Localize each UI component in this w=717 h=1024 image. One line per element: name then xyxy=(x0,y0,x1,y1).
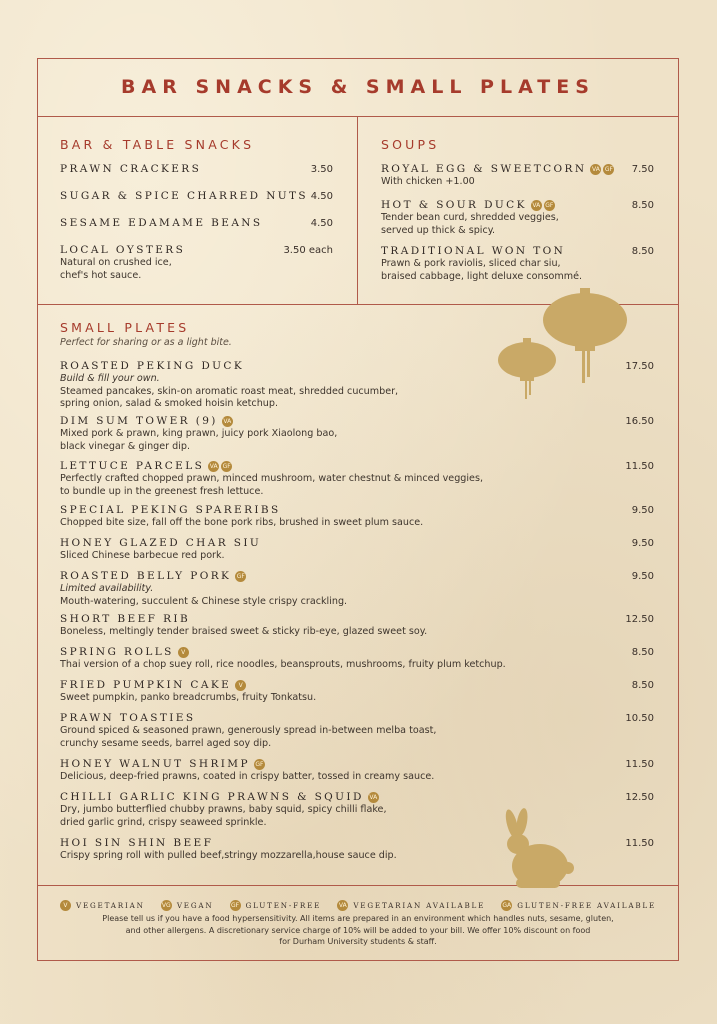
menu-item: SPECIAL PEKING SPARERIBS Chopped bite size, fall off the bone pork ribs, brushed in sweet plum sauce. xyxy=(60,504,424,528)
menu-item: HONEY WALNUT SHRIMP GF Delicious, deep-fried prawns, coated in crispy batter, tossed in creamy sauce. xyxy=(60,758,435,782)
item-price: 12.50 xyxy=(625,792,654,803)
menu-item: FRIED PUMPKIN CAKE V Sweet pumpkin, panko breadcrumbs, fruity Tonkatsu. xyxy=(60,679,317,703)
small-plates-heading: SMALL PLATES xyxy=(60,320,190,335)
item-price: 10.50 xyxy=(625,713,654,724)
lantern-small-icon xyxy=(495,338,559,400)
vegetarian-icon: V xyxy=(60,900,71,911)
item-price: 11.50 xyxy=(625,838,654,849)
gluten-free-icon: GF xyxy=(222,463,231,470)
menu-item: ROYAL EGG & SWEETCORN VA GF With chicken +1.00 xyxy=(381,163,613,187)
vegetarian-icon: V xyxy=(178,647,189,658)
item-price: 3.50 each xyxy=(283,245,333,256)
menu-item: LETTUCE PARCELS VA GF Perfectly crafted chopped prawn, minced mushroom, water chestnut & minced veggies, to bundle up in the greenest fresh lettuce. xyxy=(60,460,484,497)
item-price: 11.50 xyxy=(625,759,654,770)
item-price: 8.50 xyxy=(631,246,654,257)
item-price: 9.50 xyxy=(631,538,654,549)
menu-item: TRADITIONAL WON TON Prawn & pork raviolis, sliced char siu, braised cabbage, light deluxe consommé. xyxy=(381,245,583,282)
vegetarian-available-icon: VA xyxy=(532,202,541,209)
vegan-icon: VG xyxy=(161,902,171,909)
menu-item: PRAWN TOASTIES Ground spiced & seasoned prawn, generously spread in-between melba toast, crunchy sesame seeds, barrel aged soy dip. xyxy=(60,712,437,749)
vegetarian-available-icon: VA xyxy=(338,902,347,909)
title-divider xyxy=(37,116,679,117)
menu-item: LOCAL OYSTERS Natural on crushed ice, chef's hot sauce. xyxy=(60,244,186,281)
soups-heading: SOUPS xyxy=(381,137,440,152)
vegetarian-available-icon: VA xyxy=(223,418,232,425)
menu-item: SHORT BEEF RIB Boneless, meltingly tender braised sweet & sticky rib-eye, glazed sweet soy. xyxy=(60,613,428,637)
menu-item: SUGAR & SPICE CHARRED NUTS xyxy=(60,190,309,202)
vegetarian-icon: V xyxy=(235,680,246,691)
item-price: 11.50 xyxy=(625,461,654,472)
menu-item: HOI SIN SHIN BEEF Crispy spring roll with pulled beef,stringy mozzarella,house sauce dip. xyxy=(60,837,397,861)
gluten-free-icon: GF xyxy=(545,202,554,209)
item-price: 9.50 xyxy=(631,571,654,582)
footer-divider xyxy=(37,885,679,886)
vegetarian-available-icon: VA xyxy=(209,463,218,470)
menu-item: DIM SUM TOWER (9) VA Mixed pork & prawn, king prawn, juicy pork Xiaolong bao, black vinegar & ginger dip. xyxy=(60,415,338,452)
item-price: 9.50 xyxy=(631,505,654,516)
gluten-free-icon: GF xyxy=(255,761,264,768)
menu-item: HOT & SOUR DUCK VA GF Tender bean curd, shredded veggies, served up thick & spicy. xyxy=(381,199,559,236)
menu-item: SPRING ROLLS V Thai version of a chop suey roll, rice noodles, beansprouts, mushrooms, fruity plum ketchup. xyxy=(60,646,506,670)
menu-item: ROASTED PEKING DUCK Build & fill your own. Steamed pancakes, skin-on aromatic roast meat, shredded cucumber, spring onion, salad & smoked hoisin ketchup. xyxy=(60,360,399,409)
menu-item: HONEY GLAZED CHAR SIU Sliced Chinese barbecue red pork. xyxy=(60,537,262,561)
menu-item: CHILLI GARLIC KING PRAWNS & SQUID VA Dry, jumbo butterflied chubby prawns, baby squid, spicy chilli flake, dried garlic grind, crispy seaweed sprinkle. xyxy=(60,791,387,828)
vegetarian-available-icon: VA xyxy=(592,166,600,173)
item-price: 8.50 xyxy=(631,200,654,211)
item-price: 17.50 xyxy=(625,361,654,372)
rabbit-icon xyxy=(498,808,578,890)
vegetarian-available-icon: VA xyxy=(369,794,378,801)
item-price: 8.50 xyxy=(631,680,654,691)
item-price: 8.50 xyxy=(631,647,654,658)
item-price: 4.50 xyxy=(310,191,333,202)
item-price: 16.50 xyxy=(625,416,654,427)
allergen-footnote: Please tell us if you have a food hypersensitivity. All items are prepared in an environment which handles nuts, sesame, gluten, and other allergens. A discretionary service charge of 10% will be added to your bill. We offer 10% discount on food for Durham University students & staff. xyxy=(102,914,614,946)
gluten-free-icon: GF xyxy=(231,902,240,909)
menu-item: ROASTED BELLY PORK GF Limited availability. Mouth-watering, succulent & Chinese style crispy crackling. xyxy=(60,570,348,607)
column-divider xyxy=(357,116,358,304)
menu-item: PRAWN CRACKERS xyxy=(60,163,202,175)
gluten-free-icon: GF xyxy=(604,166,613,173)
bar-snacks-heading: BAR & TABLE SNACKS xyxy=(60,137,255,152)
gluten-free-available-icon: GA xyxy=(502,902,512,909)
page-title: BAR SNACKS & SMALL PLATES xyxy=(121,76,595,98)
item-price: 7.50 xyxy=(631,164,654,175)
menu-item: SESAME EDAMAME BEANS xyxy=(60,217,263,229)
small-plates-subtitle: Perfect for sharing or as a light bite. xyxy=(60,337,232,348)
item-price: 4.50 xyxy=(310,218,333,229)
item-price: 12.50 xyxy=(625,614,654,625)
dietary-legend: V VEGETARIAN VG VEGAN GF GLUTEN-FREE VA VEGETARIAN AVAILABLE GA GLUTEN-FREE AVAILABLE xyxy=(37,900,679,911)
item-price: 3.50 xyxy=(310,164,333,175)
gluten-free-icon: GF xyxy=(236,573,245,580)
